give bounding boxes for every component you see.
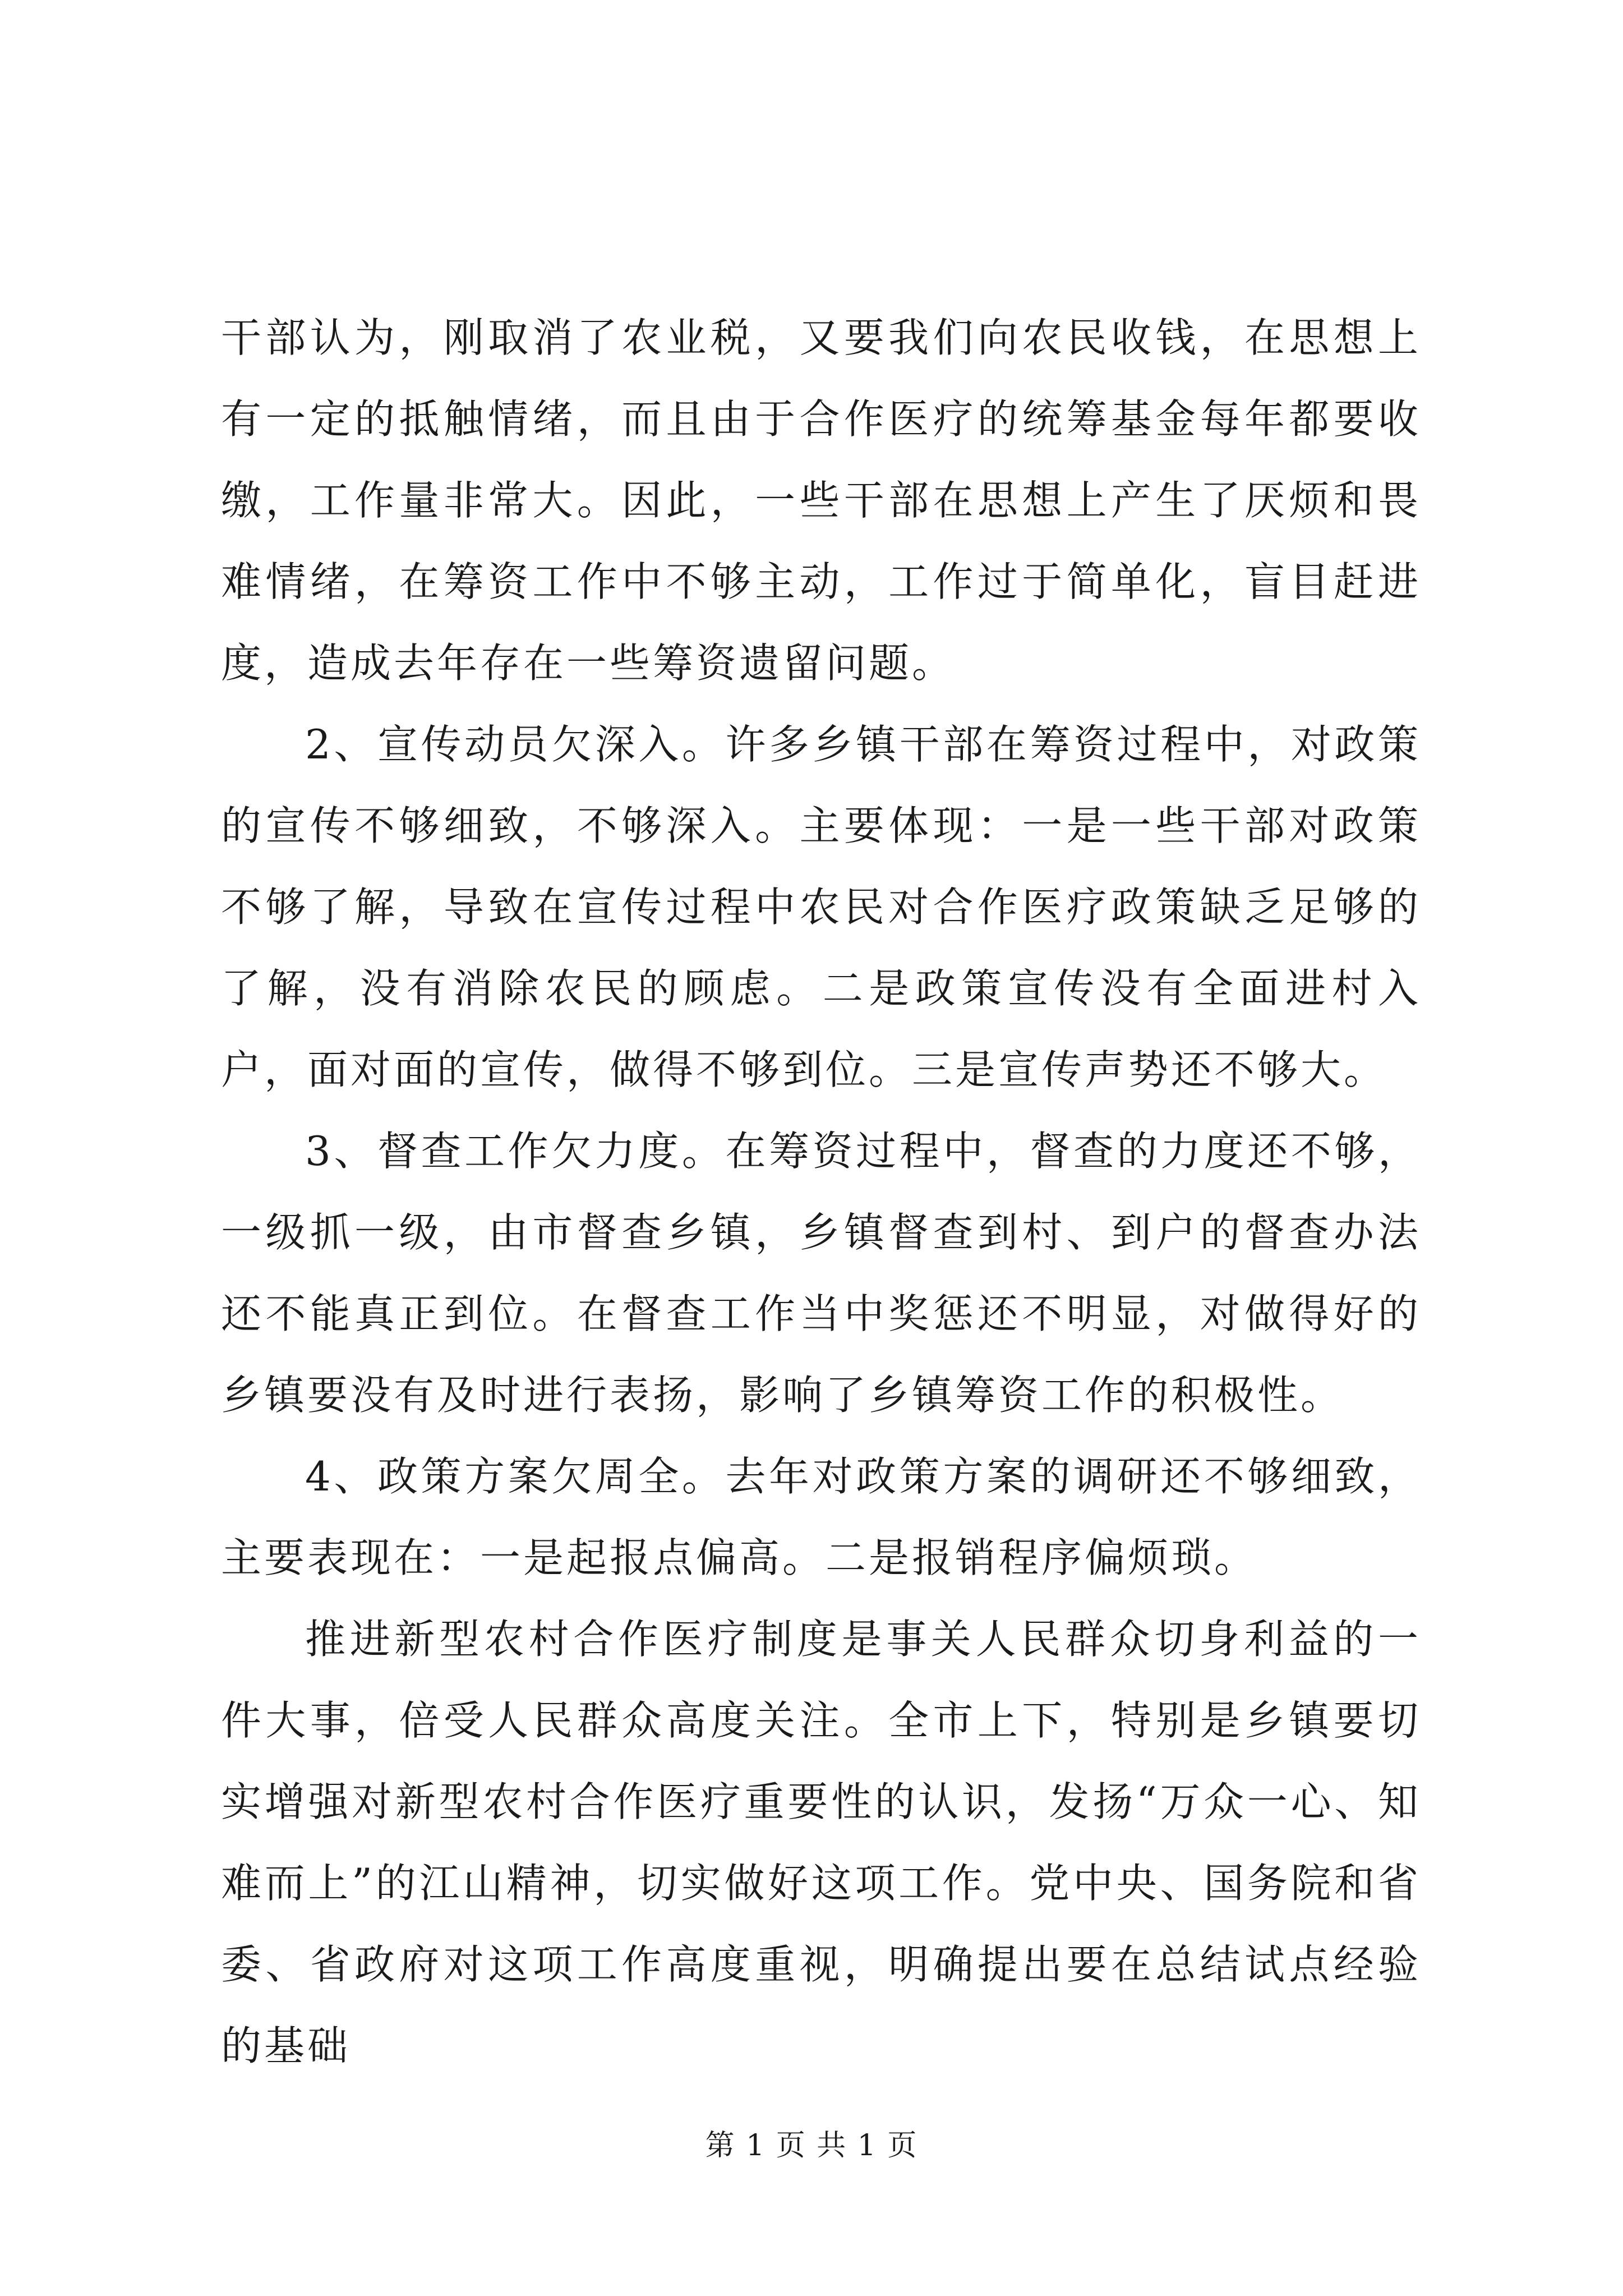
document-body xyxy=(221,297,1421,2087)
paragraph-point-2: 2、宣传动员欠深入。许多乡镇干部在筹资过程中，对政策的宣传不够细致，不够深入。主要体现：一是一些干部对政策不够了解，导致在宣传过程中农民对合作医疗政策缺乏足够的了解，没有消除农民的顾虑。二是政策宣传没有全面进村入户，面对面的宣传，做得不够到位。三是宣传声势还不够大。 xyxy=(221,721,1421,1093)
paragraph-point-4: 4、政策方案欠周全。去年对政策方案的调研还不够细致，主要表现在：一是起报点偏高。二是报销程序偏烦琐。 xyxy=(221,1453,1421,1581)
paragraph-point-3: 3、督查工作欠力度。在筹资过程中，督查的力度还不够，一级抓一级，由市督查乡镇，乡镇督查到村、到户的督查办法还不能真正到位。在督查工作当中奖惩还不明显，对做得好的乡镇要没有及时进行表扬，影响了乡镇筹资工作的积极性。 xyxy=(221,1128,1421,1419)
paragraph-continuation: 干部认为，刚取消了农业税，又要我们向农民收钱，在思想上有一定的抵触情绪，而且由于合作医疗的统筹基金每年都要收缴，工作量非常大。因此，一些干部在思想上产生了厌烦和畏难情绪，在筹资工作中不够主动，工作过于简单化，盲目赶进度，造成去年存在一些筹资遗留问题。 xyxy=(221,314,1421,687)
paragraph-conclusion: 推进新型农村合作医疗制度是事关人民群众切身利益的一件大事，倍受人民群众高度关注。全市上下，特别是乡镇要切实增强对新型农村合作医疗重要性的认识，发扬“万众一心、知难而上”的江山精神，切实做好这项工作。党中央、国务院和省委、省政府对这项工作高度重视，明确提出要在总结试点经验的基础 xyxy=(221,1616,1421,2069)
page-number-footer: 第 1 页 共 1 页 xyxy=(705,2129,918,2162)
